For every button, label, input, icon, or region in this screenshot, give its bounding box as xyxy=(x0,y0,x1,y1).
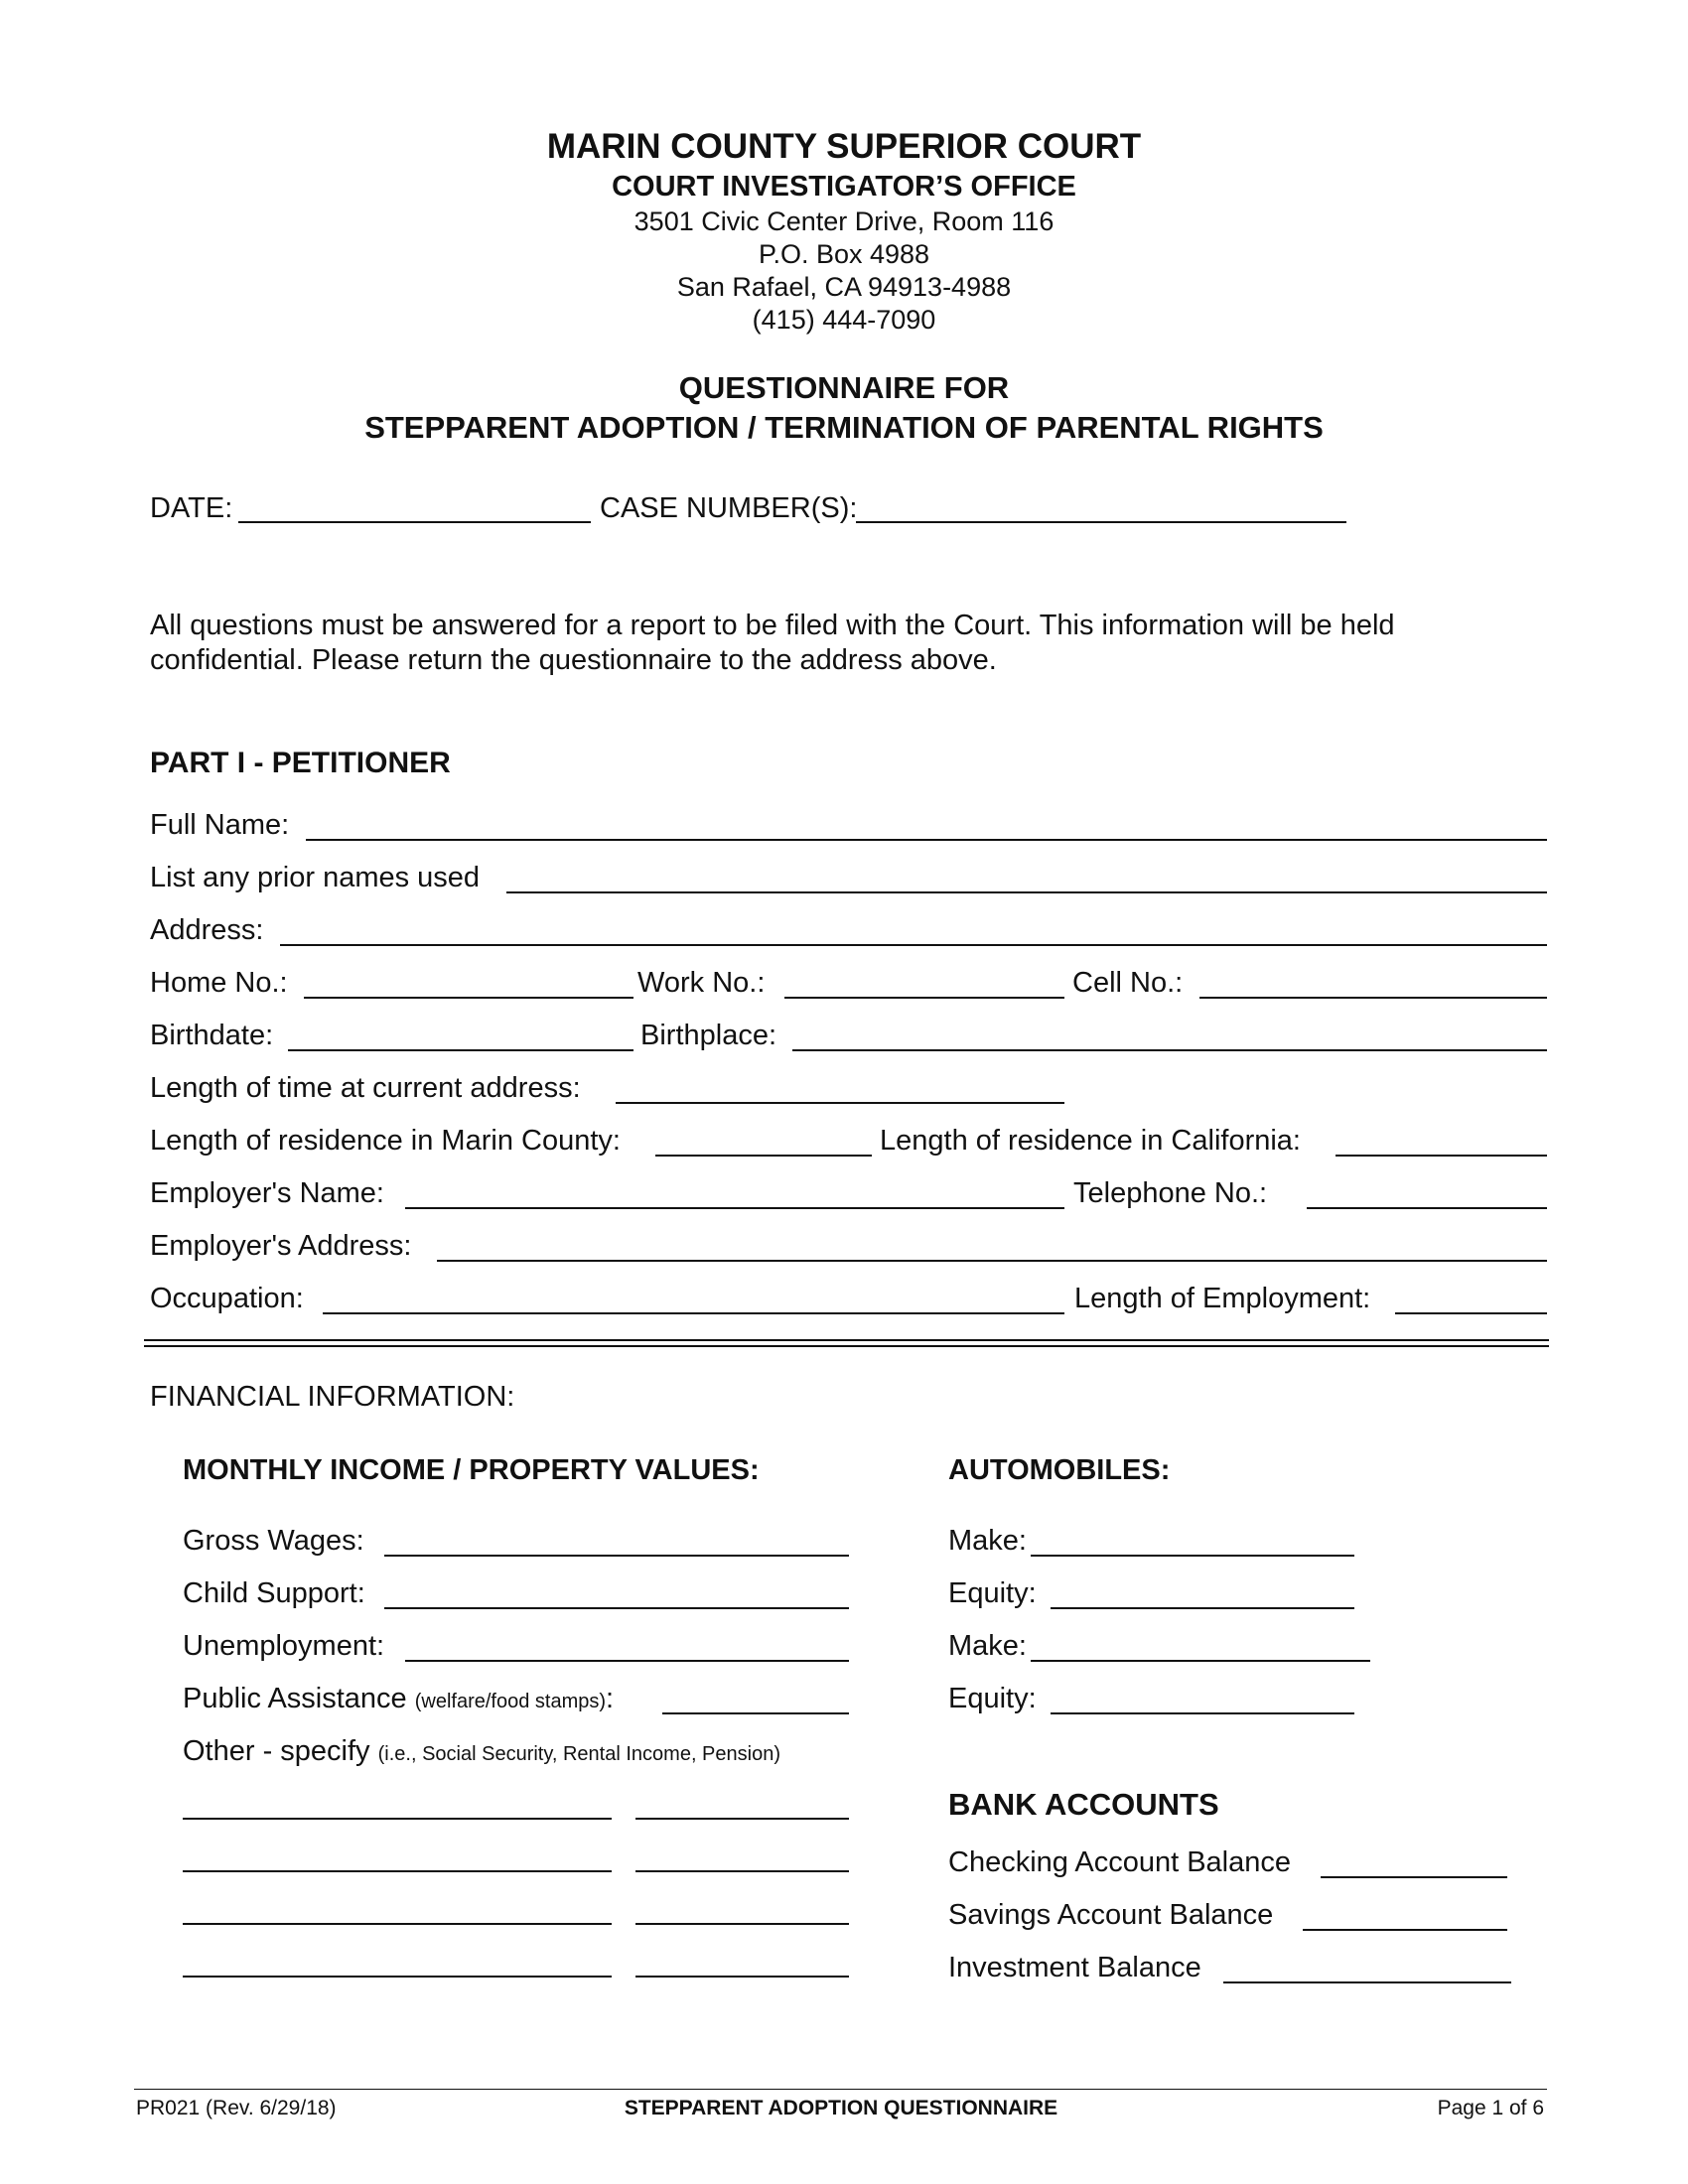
prior-names-label: List any prior names used xyxy=(150,862,481,893)
unemployment-field[interactable] xyxy=(405,1632,849,1662)
occupation-field[interactable] xyxy=(323,1285,1064,1314)
full-name-field[interactable] xyxy=(306,811,1547,841)
home-no-label: Home No.: xyxy=(150,967,288,999)
public-assistance-colon: : xyxy=(606,1683,615,1714)
equity-field-2[interactable] xyxy=(1051,1685,1354,1714)
address-line: 3501 Civic Center Drive, Room 116 xyxy=(633,206,1055,236)
birthplace-label: Birthplace: xyxy=(640,1020,777,1051)
telephone-label: Telephone No.: xyxy=(1073,1177,1268,1209)
employer-name-field[interactable] xyxy=(405,1179,1064,1209)
telephone-field[interactable] xyxy=(1307,1179,1547,1209)
address-line: P.O. Box 4988 xyxy=(758,239,930,269)
child-support-label: Child Support: xyxy=(183,1577,365,1609)
birthplace-field[interactable] xyxy=(792,1022,1547,1051)
time-at-address-label: Length of time at current address: xyxy=(150,1072,581,1104)
other-income-amount-2[interactable] xyxy=(635,1843,849,1872)
form-title xyxy=(0,368,1688,448)
part1-heading: PART I - PETITIONER xyxy=(150,747,451,779)
checking-field[interactable] xyxy=(1321,1848,1507,1878)
other-income-label xyxy=(183,1735,780,1768)
cell-no-field[interactable] xyxy=(1199,969,1547,999)
public-assistance-text: Public Assistance xyxy=(183,1683,407,1714)
address-line: San Rafael, CA 94913-4988 xyxy=(676,272,1012,302)
work-no-field[interactable] xyxy=(784,969,1064,999)
prior-names-field[interactable] xyxy=(506,864,1547,893)
child-support-field[interactable] xyxy=(384,1579,849,1609)
office-name: COURT INVESTIGATOR’S OFFICE xyxy=(612,171,1076,203)
footer-title: STEPPARENT ADOPTION QUESTIONNAIRE xyxy=(624,2097,1058,2119)
address-label: Address: xyxy=(150,914,264,946)
title-line: QUESTIONNAIRE FOR xyxy=(678,370,1010,405)
employer-address-label: Employer's Address: xyxy=(150,1230,412,1262)
instruction-line: All questions must be answered for a report to be filed with the Court. This information will be held xyxy=(150,610,1395,641)
automobiles-heading: AUTOMOBILES: xyxy=(948,1454,1171,1486)
savings-label: Savings Account Balance xyxy=(948,1899,1274,1931)
address-field[interactable] xyxy=(280,916,1547,946)
title-line: STEPPARENT ADOPTION / TERMINATION OF PARENTAL RIGHTS xyxy=(364,410,1324,445)
case-number-label: CASE NUMBER(S): xyxy=(600,492,858,524)
residence-ca-label: Length of residence in California: xyxy=(880,1125,1301,1157)
checking-label: Checking Account Balance xyxy=(948,1846,1291,1878)
section-divider xyxy=(144,1339,1549,1341)
work-no-label: Work No.: xyxy=(637,967,766,999)
other-income-amount-1[interactable] xyxy=(635,1790,849,1820)
home-no-field[interactable] xyxy=(304,969,633,999)
make-field-1[interactable] xyxy=(1031,1527,1354,1557)
office-address xyxy=(0,205,1688,337)
equity-label-2: Equity: xyxy=(948,1683,1037,1714)
occupation-label: Occupation: xyxy=(150,1283,304,1314)
length-employment-label: Length of Employment: xyxy=(1074,1283,1371,1314)
full-name-label: Full Name: xyxy=(150,809,290,841)
other-income-amount-4[interactable] xyxy=(635,1948,849,1978)
residence-marin-field[interactable] xyxy=(655,1127,872,1157)
birthdate-label: Birthdate: xyxy=(150,1020,274,1051)
employer-address-field[interactable] xyxy=(437,1232,1547,1262)
time-at-address-field[interactable] xyxy=(616,1074,1064,1104)
investment-field[interactable] xyxy=(1223,1954,1511,1983)
financial-heading: FINANCIAL INFORMATION: xyxy=(150,1381,515,1413)
investment-label: Investment Balance xyxy=(948,1952,1201,1983)
other-income-source-2[interactable] xyxy=(183,1843,612,1872)
other-income-amount-3[interactable] xyxy=(635,1895,849,1925)
equity-field-1[interactable] xyxy=(1051,1579,1354,1609)
savings-field[interactable] xyxy=(1303,1901,1507,1931)
unemployment-label: Unemployment: xyxy=(183,1630,385,1662)
section-divider xyxy=(144,1345,1549,1347)
bank-accounts-heading: BANK ACCOUNTS xyxy=(948,1787,1219,1822)
gross-wages-field[interactable] xyxy=(384,1527,849,1557)
other-income-note: (i.e., Social Security, Rental Income, Pension) xyxy=(377,1743,780,1765)
date-label: DATE: xyxy=(150,492,233,524)
court-name: MARIN COUNTY SUPERIOR COURT xyxy=(546,127,1142,166)
case-number-field[interactable] xyxy=(856,493,1346,523)
birthdate-field[interactable] xyxy=(288,1022,633,1051)
public-assistance-field[interactable] xyxy=(662,1685,849,1714)
public-assistance-label xyxy=(183,1683,614,1715)
employer-name-label: Employer's Name: xyxy=(150,1177,384,1209)
instruction-line: confidential. Please return the questionnaire to the address above. xyxy=(150,644,997,676)
page-number: Page 1 of 6 xyxy=(1437,2097,1544,2119)
gross-wages-label: Gross Wages: xyxy=(183,1525,364,1557)
length-employment-field[interactable] xyxy=(1395,1285,1547,1314)
other-income-source-4[interactable] xyxy=(183,1948,612,1978)
instructions xyxy=(150,609,1395,678)
date-field[interactable] xyxy=(238,493,591,523)
residence-ca-field[interactable] xyxy=(1336,1127,1547,1157)
phone-line: (415) 444-7090 xyxy=(752,305,936,335)
make-label-1: Make: xyxy=(948,1525,1027,1557)
cell-no-label: Cell No.: xyxy=(1072,967,1184,999)
other-income-text: Other - specify xyxy=(183,1735,370,1767)
other-income-source-1[interactable] xyxy=(183,1790,612,1820)
public-assistance-note: (welfare/food stamps) xyxy=(414,1691,607,1712)
form-id: PR021 (Rev. 6/29/18) xyxy=(136,2097,337,2119)
other-income-source-3[interactable] xyxy=(183,1895,612,1925)
equity-label-1: Equity: xyxy=(948,1577,1037,1609)
make-field-2[interactable] xyxy=(1031,1632,1370,1662)
income-heading: MONTHLY INCOME / PROPERTY VALUES: xyxy=(183,1454,760,1486)
residence-marin-label: Length of residence in Marin County: xyxy=(150,1125,621,1157)
footer-rule xyxy=(134,2089,1547,2090)
make-label-2: Make: xyxy=(948,1630,1027,1662)
